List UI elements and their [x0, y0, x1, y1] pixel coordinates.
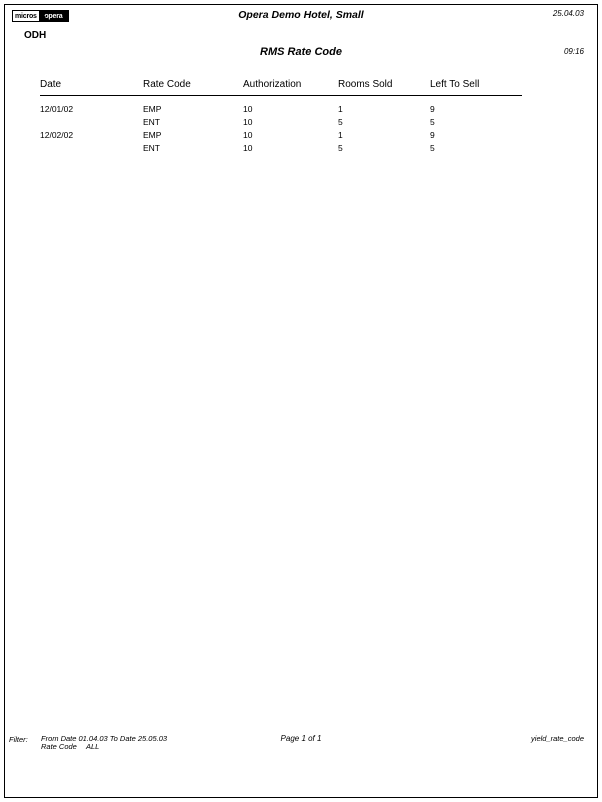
- hotel-name: Opera Demo Hotel, Small: [238, 9, 364, 21]
- run-time: 09:16: [563, 47, 584, 56]
- cell-left-to-sell: 9: [430, 130, 435, 140]
- column-header-authorization: Authorization: [243, 79, 302, 90]
- column-header-left-to-sell: Left To Sell: [430, 79, 480, 90]
- filter-label: Filter:: [9, 735, 28, 744]
- logo-left-text: micros: [15, 12, 37, 20]
- table-header-row: [40, 79, 522, 95]
- cell-rate-code: ENT: [143, 117, 160, 127]
- cell-rate-code: EMP: [143, 104, 162, 114]
- cell-rooms-sold: 5: [338, 117, 343, 127]
- cell-left-to-sell: 5: [430, 143, 435, 153]
- cell-authorization: 10: [243, 130, 253, 140]
- column-header-date: Date: [40, 79, 62, 90]
- cell-rooms-sold: 5: [338, 143, 343, 153]
- cell-date: 12/01/02: [40, 104, 74, 114]
- cell-rate-code: ENT: [143, 143, 160, 153]
- table-header: [40, 79, 522, 95]
- table-row: [40, 117, 522, 130]
- filter-rate-code-value: ALL: [86, 742, 100, 751]
- cell-left-to-sell: 5: [430, 117, 435, 127]
- cell-authorization: 10: [243, 117, 253, 127]
- column-header-rate-code: Rate Code: [143, 79, 191, 90]
- cell-rooms-sold: 1: [338, 130, 343, 140]
- table-row: [40, 104, 522, 117]
- report-footer: [0, 730, 602, 760]
- header-divider: [40, 95, 522, 96]
- table-row: [40, 143, 522, 156]
- cell-rate-code: EMP: [143, 130, 162, 140]
- page-title: RMS Rate Code: [260, 46, 342, 58]
- property-code: ODH: [24, 30, 47, 41]
- table-body: [40, 104, 522, 156]
- cell-left-to-sell: 9: [430, 104, 435, 114]
- filter-rate-code-label: Rate Code: [41, 742, 77, 751]
- report-id: yield_rate_code: [531, 734, 584, 743]
- run-date: 25.04.03: [552, 9, 584, 18]
- cell-authorization: 10: [243, 143, 253, 153]
- cell-date: 12/02/02: [40, 130, 74, 140]
- cell-rooms-sold: 1: [338, 104, 343, 114]
- column-header-rooms-sold: Rooms Sold: [338, 79, 393, 90]
- table-row: [40, 130, 522, 143]
- logo-right-text: opera: [39, 11, 68, 21]
- page-indicator: Page 1 of 1: [280, 734, 322, 743]
- cell-authorization: 10: [243, 104, 253, 114]
- filter-date-range: From Date 01.04.03 To Date 25.05.03: [41, 734, 168, 743]
